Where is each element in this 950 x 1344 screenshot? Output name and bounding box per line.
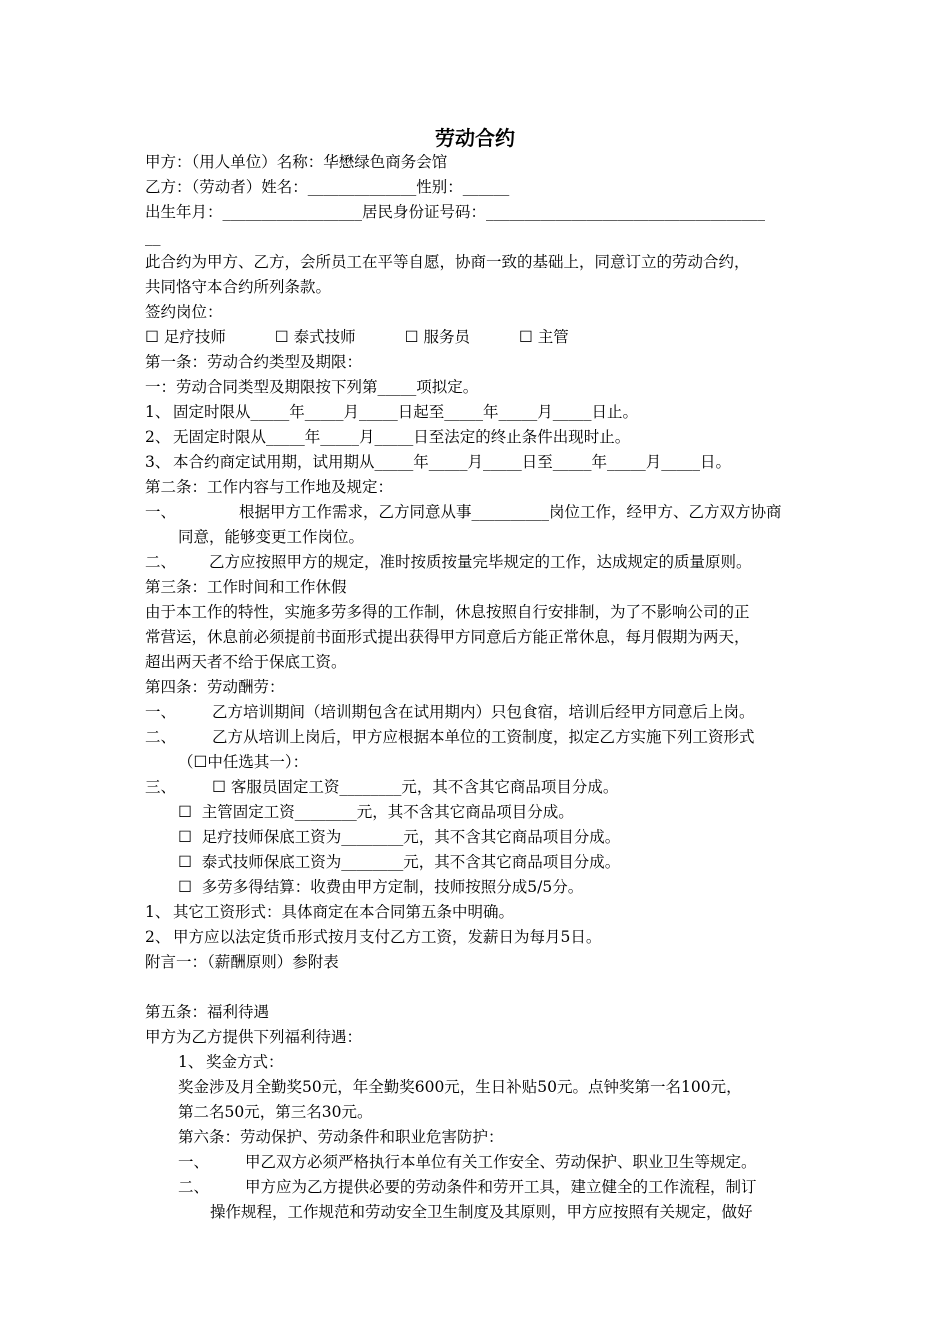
post-option[interactable]: ☐ 足疗技师	[145, 328, 226, 346]
article-heading: 第五条：福利待遇	[145, 1003, 270, 1021]
paragraph-line: 奖金涉及月全勤奖50元，年全勤奖600元，生日补贴50元。点钟奖第一名100元，	[178, 1078, 742, 1096]
clause-line: 同意，能够变更工作岗位。	[178, 528, 365, 546]
intro-line-2: 共同恪守本合约所列条款。	[145, 278, 332, 296]
birth-id-line-cont: __	[145, 228, 161, 246]
wage-option: 三、 ☐ 客服员固定工资________元，其不含其它商品项目分成。	[145, 778, 619, 796]
clause-line: 二、 乙方应按照甲方的规定，准时按质按量完毕规定的工作，达成规定的质量原则。	[145, 553, 752, 571]
wage-option: ☐ 多劳多得结算：收费由甲方定制，技师按照分成5/5分。	[178, 878, 584, 896]
checkbox-icon[interactable]: ☐	[178, 853, 192, 871]
clause-line: 2、 甲方应以法定货币形式按月支付乙方工资，发薪日为每月5日。	[145, 928, 602, 946]
post-option[interactable]: ☐ 主管	[518, 328, 569, 346]
clause-line: 3、 本合约商定试用期，试用期从_____年_____月_____日至_____年_____月_____日。	[145, 453, 732, 471]
paragraph-line: 常营运，休息前必须提前书面形式提出获得甲方同意后方能正常休息，每月假期为两天，	[145, 628, 750, 646]
checkbox-icon[interactable]: ☐	[212, 778, 226, 796]
article-heading: 第四条：劳动酬劳：	[145, 678, 285, 696]
checkbox-icon: ☐	[145, 328, 159, 346]
clause-line: 一：劳动合同类型及期限按下列第_____项拟定。	[145, 378, 479, 396]
article-heading: 第一条：劳动合约类型及期限：	[145, 353, 363, 371]
party-a-line: 甲方：（用人单位）名称：华懋绿色商务会馆	[145, 153, 448, 171]
clause-line: 一、 根据甲方工作需求，乙方同意从事__________岗位工作，经甲方、乙方双方协商	[145, 503, 782, 521]
clause-line: 1、 奖金方式：	[178, 1053, 284, 1071]
clause-line: 一、 甲乙双方必须严格执行本单位有关工作安全、劳动保护、职业卫生等规定。	[178, 1153, 757, 1171]
wage-option: ☐ 主管固定工资________元，其不含其它商品项目分成。	[178, 803, 574, 821]
article-heading: 第二条：工作内容与工作地及规定：	[145, 478, 394, 496]
clause-line: 2、 无固定时限从_____年_____月_____日至法定的终止条件出现时止。	[145, 428, 631, 446]
checkbox-icon[interactable]: ☐	[178, 803, 192, 821]
paragraph-line: 甲方为乙方提供下列福利待遇：	[145, 1028, 363, 1046]
wage-option: ☐ 足疗技师保底工资为________元，其不含其它商品项目分成。	[178, 828, 621, 846]
checkbox-icon: ☐	[274, 328, 289, 346]
article-heading: 第三条：工作时间和工作休假	[145, 578, 347, 596]
post-option[interactable]: ☐ 服务员	[404, 328, 470, 346]
post-options	[145, 326, 613, 348]
checkbox-icon[interactable]: ☐	[178, 828, 192, 846]
checkbox-icon: ☐	[404, 328, 419, 346]
paragraph-line: 由于本工作的特性，实施多劳多得的工作制，休息按照自行安排制，为了不影响公司的正	[145, 603, 750, 621]
clause-line: （☐中任选其一）：	[178, 753, 309, 771]
post-option[interactable]: ☐ 泰式技师	[274, 328, 356, 346]
clause-line: 1、 其它工资形式：具体商定在本合同第五条中明确。	[145, 903, 515, 921]
clause-line: 二、 乙方从培训上岗后，甲方应根据本单位的工资制度，拟定乙方实施下列工资形式	[145, 728, 755, 746]
appendix-note: 附言一：（薪酬原则）参附表	[145, 953, 339, 971]
birth-id-line: 出生年月：__________________居民身份证号码：____________________________________	[145, 203, 766, 221]
article-heading: 第六条：劳动保护、劳动条件和职业危害防护：	[178, 1128, 504, 1146]
intro-line-1: 此合约为甲方、乙方，会所员工在平等自愿，协商一致的基础上，同意订立的劳动合约，	[145, 253, 750, 271]
clause-line: 二、 甲方应为乙方提供必要的劳动条件和劳开工具，建立健全的工作流程，制订	[178, 1178, 757, 1196]
wage-option: ☐ 泰式技师保底工资为________元，其不含其它商品项目分成。	[178, 853, 621, 871]
paragraph-line: 超出两天者不给于保底工资。	[145, 653, 347, 671]
clause-line: 操作规程，工作规范和劳动安全卫生制度及其原则，甲方应按照有关规定，做好	[210, 1203, 753, 1221]
paragraph-line: 第二名50元，第三名30元。	[178, 1103, 373, 1121]
document-title: 劳动合约	[435, 126, 515, 150]
clause-line: 一、 乙方培训期间（培训期包含在试用期内）只包食宿，培训后经甲方同意后上岗。	[145, 703, 755, 721]
clause-line: 1、 固定时限从_____年_____月_____日起至_____年_____月_____日止。	[145, 403, 639, 421]
checkbox-icon: ☐	[518, 328, 533, 346]
checkbox-icon[interactable]: ☐	[178, 878, 192, 896]
post-label: 签约岗位：	[145, 303, 223, 321]
party-b-line: 乙方：（劳动者）姓名：______________性别：______	[145, 178, 510, 196]
